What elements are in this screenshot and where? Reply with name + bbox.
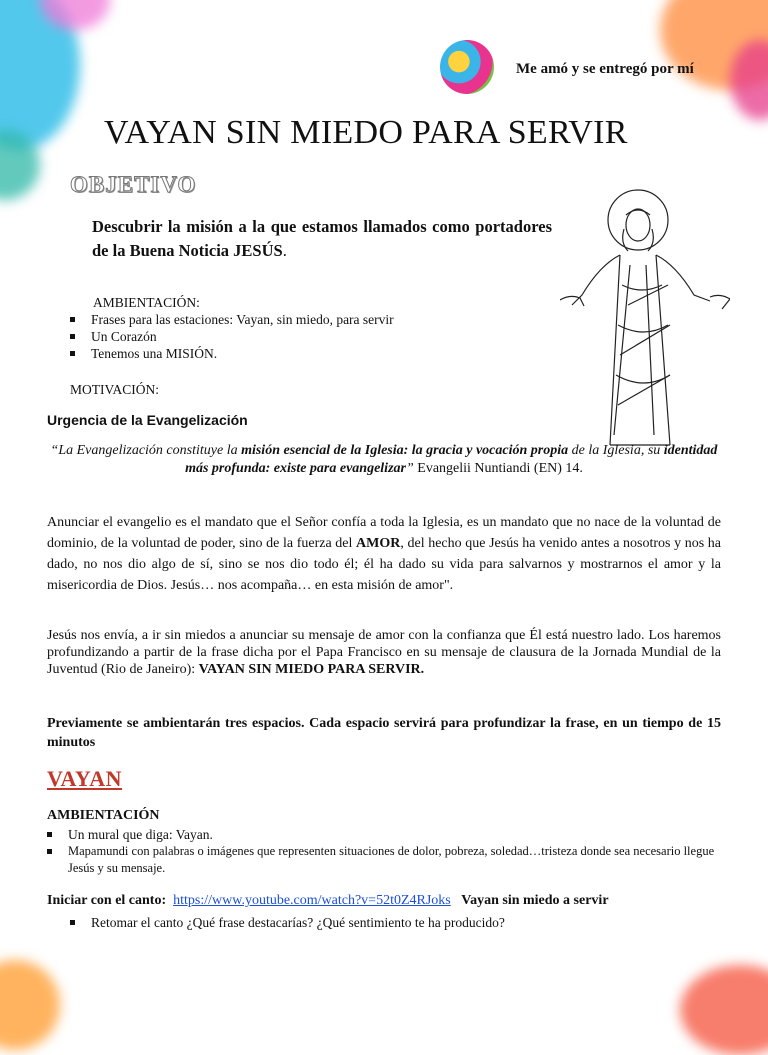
list-item: Retomar el canto ¿Qué frase destacarías? ¿Qué sentimiento te ha producido? (67, 914, 505, 931)
canto-followup-list (67, 914, 505, 931)
watercolor-splash-bottom-right (680, 965, 768, 1055)
motivacion-heading: MOTIVACIÓN: (70, 382, 160, 397)
jesus-illustration-icon (560, 185, 730, 455)
list-item: Un mural que diga: Vayan. (44, 826, 724, 843)
vayan-ambientacion-heading: AMBIENTACIÓN (47, 808, 160, 823)
vayan-ambientacion-list (44, 826, 724, 877)
motto: Me amó y se entregó por mí (516, 61, 694, 77)
evangelii-quote: “La Evangelización constituye la misión esencial de la Iglesia: la gracia y vocación propia de la Iglesia, su identidad más profunda: existe para evangelizar” Evangelii Nuntiandi (EN) 14. (50, 443, 718, 476)
list-item: Tenemos una MISIÓN. (67, 345, 394, 362)
objetivo-heading: OBJETIVO (70, 172, 197, 197)
page-title: VAYAN SIN MIEDO PARA SERVIR (104, 114, 628, 151)
watercolor-splash-bottom-left (0, 960, 60, 1050)
urgencia-heading: Urgencia de la Evangelización (47, 412, 248, 428)
list-item: Un Corazón (67, 328, 394, 345)
ambientacion-list (67, 311, 394, 362)
paragraph-anunciar: Anunciar el evangelio es el mandato que el Señor confía a toda la Iglesia, es un mandato que no nace de la voluntad de dominio, de la voluntad de poder, sino de la fuerza del AMOR, del hecho que Jesús ha venido antes a nosotros y nos ha dado, no nos dio algo de sí, sino se nos dio todo él; él ha dado su vida para salvarnos y mostrarnos el amor y la misericordia de Dios. Jesús… nos acompaña… en esta misión de amor". (47, 515, 722, 593)
paragraph-jesus-envia: Jesús nos envía, a ir sin miedos a anunciar su mensaje de amor con la confianza que Él está nuestro lado. Los haremos profundizando a partir de la frase dicha por el Papa Francisco en su mensaje de clausura de la Jornada Mundial de la Juventud (Rio de Janeiro): VAYAN SIN MIEDO PARA SERVIR. (47, 628, 721, 677)
objetivo-text: Descubrir la misión a la que estamos llamados como portadores de la Buena Noticia JESÚS. (92, 217, 552, 260)
canto-link[interactable]: https://www.youtube.com/watch?v=52t0Z4RJoks (173, 893, 451, 908)
ambientacion-heading: AMBIENTACIÓN: (93, 295, 200, 310)
canto-line: Iniciar con el canto: https://www.youtube.com/watch?v=52t0Z4RJoks Vayan sin miedo a servir (47, 893, 609, 908)
vayan-heading: VAYAN (47, 766, 123, 791)
list-item: Frases para las estaciones: Vayan, sin miedo, para servir (67, 311, 394, 328)
list-item: Mapamundi con palabras o imágenes que representen situaciones de dolor, pobreza, soledad…tristeza donde sea necesario llegue Jesús y su mensaje. (44, 843, 724, 877)
paragraph-previamente: Previamente se ambientarán tres espacios. Cada espacio servirá para profundizar la frase, en un tiempo de 15 minutos (47, 716, 721, 750)
logo (440, 40, 494, 94)
